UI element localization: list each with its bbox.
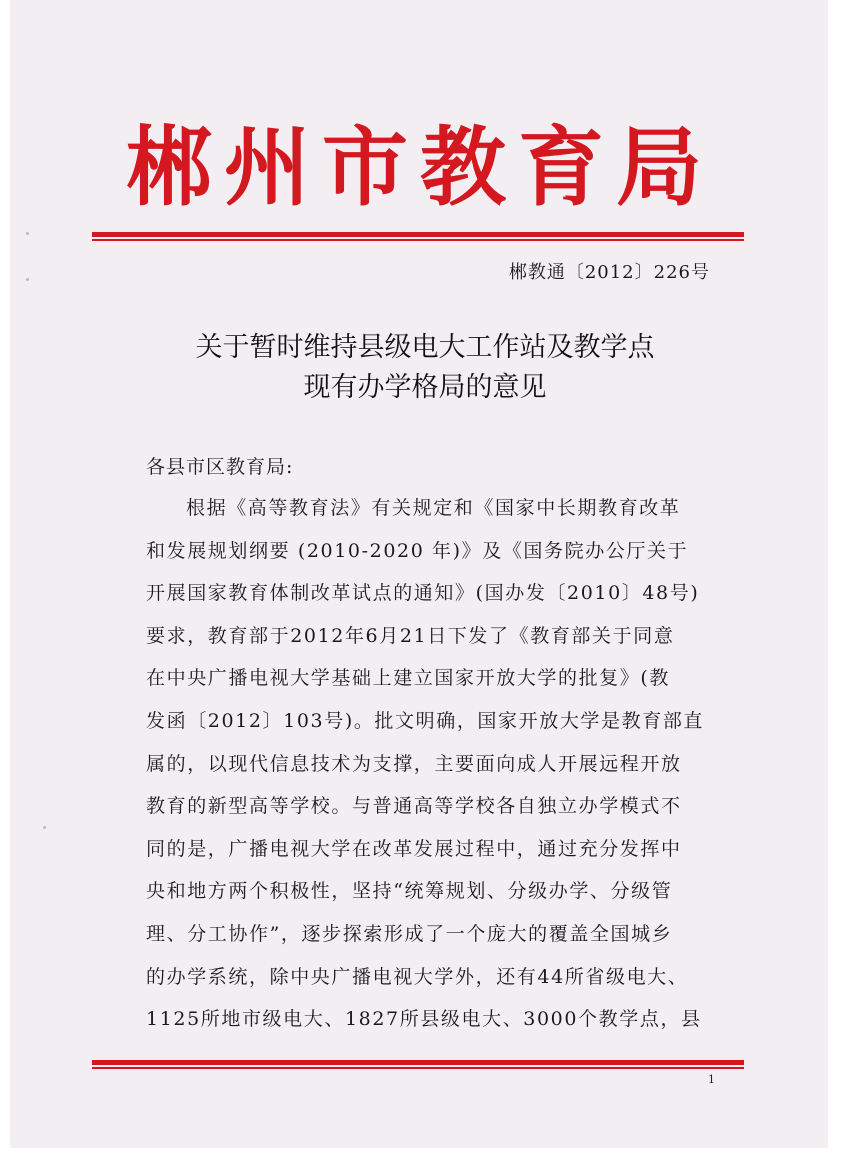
body-line: 1125所地市级电大、1827所县级电大、3000个教学点，县 bbox=[146, 1008, 702, 1031]
body-line: 央和地方两个积极性，坚持“统筹规划、分级办学、分级管 bbox=[146, 880, 673, 903]
scan-speck bbox=[26, 278, 29, 281]
page-number: 1 bbox=[708, 1073, 715, 1086]
footer-red-rule-thin bbox=[92, 1067, 744, 1069]
body-line: 发函〔2012〕103号)。批文明确，国家开放大学是教育部直 bbox=[146, 709, 705, 732]
document-title bbox=[100, 328, 750, 408]
scan-speck bbox=[43, 826, 46, 829]
document-number: 郴教通〔2012〕226号 bbox=[508, 262, 710, 283]
body-line: 同的是，广播电视大学在改革发展过程中，通过充分发挥中 bbox=[146, 837, 682, 860]
body-paragraph bbox=[146, 487, 721, 1041]
title-line-2: 现有办学格局的意见 bbox=[303, 372, 547, 403]
recipient-salutation: 各县市区教育局: bbox=[146, 456, 294, 478]
header-red-rule-thin bbox=[92, 239, 744, 241]
organization-masthead: 郴州市教育局 bbox=[126, 118, 714, 218]
body-line: 的办学系统，除中央广播电视大学外，还有44所省级电大、 bbox=[146, 965, 689, 988]
body-line: 开展国家教育体制改革试点的通知》(国办发〔2010〕48号) bbox=[146, 582, 700, 605]
title-line-1: 关于暂时维持县级电大工作站及教学点 bbox=[195, 332, 655, 363]
footer-red-rule bbox=[92, 1060, 744, 1065]
body-line: 教育的新型高等学校。与普通高等学校各自独立办学模式不 bbox=[146, 795, 682, 818]
body-line: 根据《高等教育法》有关规定和《国家中长期教育改革 bbox=[186, 497, 681, 519]
body-line: 在中央广播电视大学基础上建立国家开放大学的批复》(教 bbox=[146, 667, 671, 690]
header-red-rule bbox=[92, 232, 744, 237]
body-line: 要求，教育部于2012年6月21日下发了《教育部关于同意 bbox=[146, 624, 675, 647]
body-line: 和发展规划纲要 (2010-2020 年)》及《国务院办公厅关于 bbox=[146, 539, 689, 562]
scan-speck bbox=[26, 232, 29, 235]
body-line: 理、分工协作”，逐步探索形成了一个庞大的覆盖全国城乡 bbox=[146, 922, 673, 945]
body-line: 属的，以现代信息技术为支撑，主要面向成人开展远程开放 bbox=[146, 752, 682, 775]
